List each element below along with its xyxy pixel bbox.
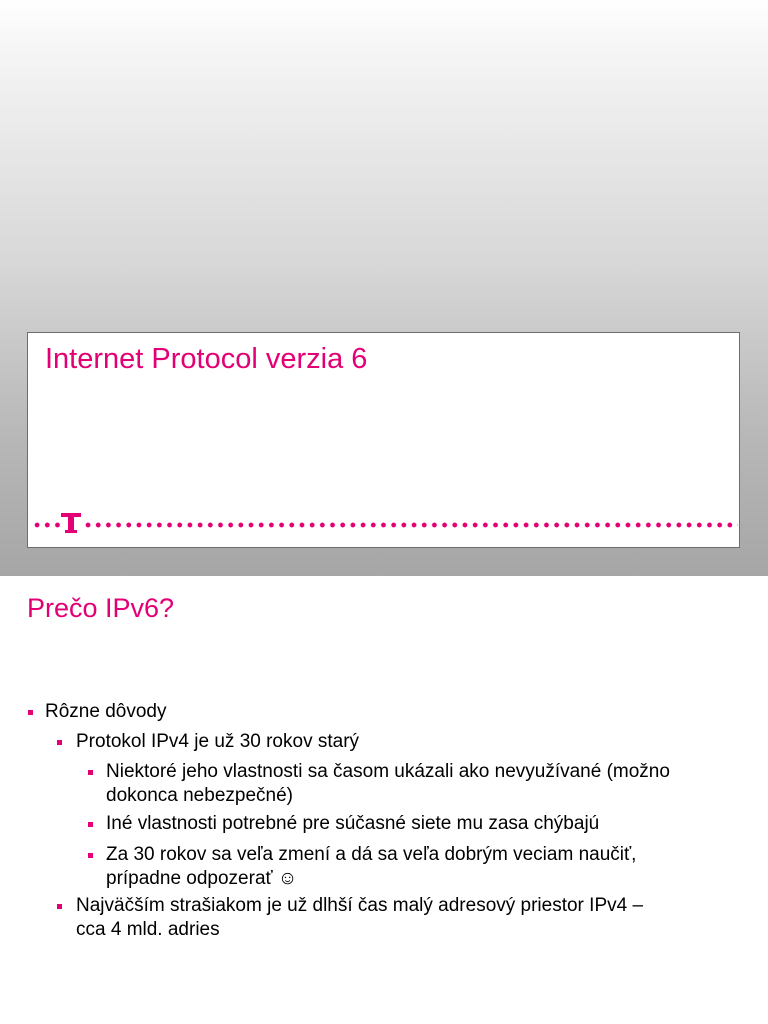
- bullet-marker: [57, 904, 62, 909]
- bullet-item: [76, 730, 359, 754]
- bullet-marker: [88, 853, 93, 858]
- dotted-line: [32, 522, 738, 528]
- bullet-item: [45, 700, 166, 724]
- telekom-t-logo-icon: [60, 511, 82, 535]
- bullet-text-line: dokonca nebezpečné): [106, 785, 293, 806]
- brand-dotted-line: [28, 509, 741, 533]
- bullet-marker: [28, 710, 33, 715]
- bullet-marker: [88, 822, 93, 827]
- bullet-text-line: prípadne odpozerať ☺: [106, 868, 298, 889]
- bullet-text: Protokol IPv4 je už 30 rokov starý: [76, 731, 360, 752]
- bullet-text: Rôzne dôvody: [45, 701, 167, 722]
- bullet-item: [106, 812, 599, 836]
- bullet-item: [76, 894, 643, 942]
- bullet-item: [106, 760, 670, 808]
- bullet-text-line: Najväčším strašiakom je už dlhší čas malý adresový priestor IPv4 –: [76, 895, 644, 916]
- title-slide-heading: Internet Protocol verzia 6: [45, 343, 368, 375]
- bullet-item: [106, 843, 636, 891]
- title-slide: [27, 332, 740, 548]
- bullet-text-line: Za 30 rokov sa veľa zmení a dá sa veľa dobrým veciam naučiť,: [106, 844, 637, 865]
- bullet-text: Iné vlastnosti potrebné pre súčasné siete mu zasa chýbajú: [106, 813, 600, 834]
- bullet-text-line: cca 4 mld. adries: [76, 919, 220, 940]
- bullet-marker: [57, 740, 62, 745]
- bullet-text-line: Niektoré jeho vlastnosti sa časom ukázali ako nevyužívané (možno: [106, 761, 670, 782]
- content-slide-heading: Prečo IPv6?: [27, 593, 175, 623]
- bullet-marker: [88, 770, 93, 775]
